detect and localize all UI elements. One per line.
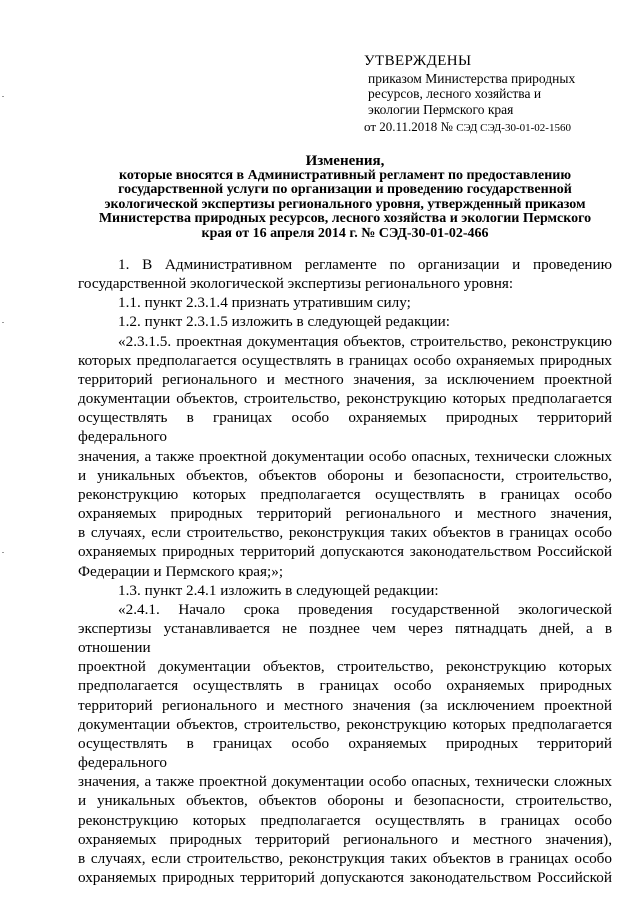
body-line: значения, а также проектной документации особо опасных, технически сложных (78, 447, 612, 465)
body-line: и уникальных объектов, объектов обороны и безопасности, строительство, (78, 792, 612, 810)
body-line: значения, а также проектной документации особо опасных, технически сложных (78, 773, 612, 791)
title-line: которые вносятся в Административный регламент по предоставлению (118, 167, 572, 183)
title-main: Изменения, (305, 153, 385, 169)
body-line: в случаях, если строительство, реконструкция таких объектов в границах особо (78, 849, 612, 867)
document-title (78, 154, 612, 242)
approval-line: приказом Министерства природных (368, 70, 576, 86)
body-line: документации объектов, строительство, реконструкцию которых предполагается (78, 715, 612, 733)
body-line: 1.1. пункт 2.3.1.4 признать утратившим силу; (118, 294, 411, 312)
approval-heading: УТВЕРЖДЕНЫ (364, 53, 472, 69)
body-line: документации объектов, строительство, реконструкцию которых предполагается (78, 390, 612, 408)
body-line: охраняемых природных территорий регионального и местного значения), (78, 830, 612, 848)
body-line: осуществлять в границах особо охраняемых природных территорий федерального (78, 734, 612, 772)
margin-mark (2, 552, 4, 553)
body-line: в случаях, если строительство, реконструкция таких объектов в границах особо (78, 524, 612, 542)
body-line: государственной экологической экспертизы регионального уровня: (78, 275, 514, 293)
body-line: проектной документации объектов, строительство, реконструкцию которых (78, 658, 612, 676)
margin-mark (2, 322, 4, 323)
body-line: 1.3. пункт 2.4.1 изложить в следующей редакции: (118, 581, 439, 599)
body-line: 1.2. пункт 2.3.1.5 изложить в следующей редакции: (118, 313, 450, 331)
body-line: охраняемых природных территорий допускаются законодательством Российской (78, 869, 612, 886)
approval-line: экологии Пермского края (368, 101, 514, 117)
body-line: экспертизы устанавливается не позднее чем через пятнадцать дней, а в отношении (78, 619, 612, 657)
body-line: «2.4.1. Начало срока проведения государственной экологической (118, 600, 612, 618)
title-line: края от 16 апреля 2014 г. № СЭД-30-01-02-466 (201, 225, 489, 241)
body-line: территорий регионального и местного значения, за исключением проектной (78, 370, 612, 388)
approval-number: СЭД СЭД-30-01-02-1560 (456, 122, 571, 134)
body-line: охраняемых природных территорий допускаются законодательством Российской (78, 543, 612, 561)
body-line: «2.3.1.5. проектная документация объектов, строительство, реконструкцию (118, 332, 612, 350)
approval-date-number (364, 119, 624, 137)
margin-mark (2, 96, 4, 97)
body-line: территорий регионального и местного значения (за исключением проектной (78, 696, 612, 714)
title-line: Министерства природных ресурсов, лесного хозяйства и экологии Пермского (98, 211, 592, 227)
approval-line: ресурсов, лесного хозяйства и (368, 86, 542, 101)
body-line: и уникальных объектов, объектов обороны и безопасности, строительство, (78, 466, 612, 484)
body-line: предполагается осуществлять в границах особо охраняемых природных (78, 677, 612, 695)
title-line: государственной услуги по организации и проведению государственной (118, 182, 572, 198)
body-line: охраняемых природных территорий регионального и местного значения, (78, 505, 612, 523)
body-line: Федерации и Пермского края;»; (78, 562, 284, 580)
body-line: реконструкцию которых предполагается осуществлять в границах особо (78, 485, 612, 503)
body-line: 1. В Административном регламенте по организации и проведению (118, 256, 612, 273)
body-line: реконструкцию которых предполагается осуществлять в границах особо (78, 811, 612, 829)
body-line: которых предполагается осуществлять в границах особо охраняемых природных (78, 351, 612, 369)
document-body (78, 255, 612, 887)
body-line: осуществлять в границах особо охраняемых природных территорий федерального (78, 409, 612, 446)
approval-date: от 20.11.2018 № (364, 119, 453, 134)
title-line: экологической экспертизы регионального уровня, утвержденный приказом (104, 196, 586, 212)
approval-block (364, 54, 624, 137)
